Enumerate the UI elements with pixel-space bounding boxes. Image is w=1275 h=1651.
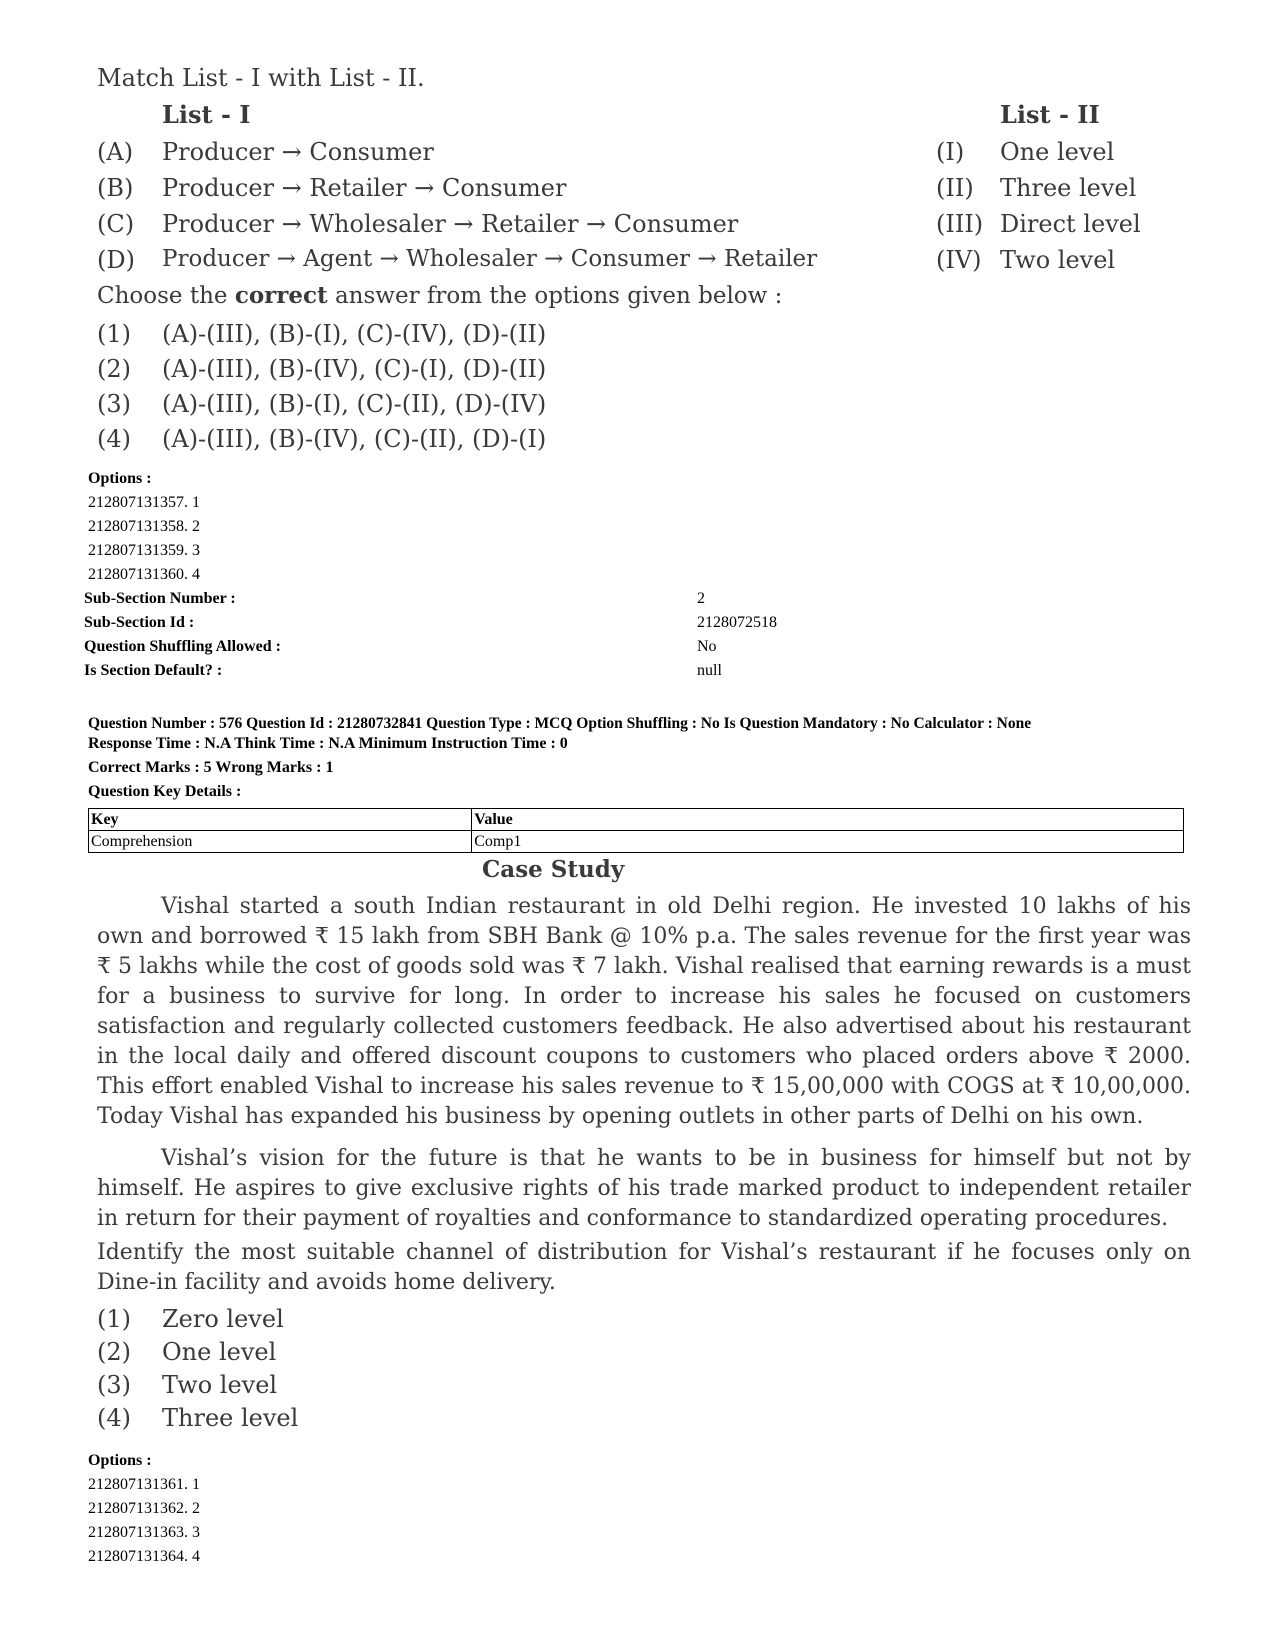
choose-bold: correct [234, 282, 328, 309]
subsection-value: 2 [697, 590, 705, 607]
choose-prefix: Choose the [97, 283, 235, 309]
q2-option-item: 212807131364. 4 [88, 1548, 200, 1565]
choice-text: One level [162, 1338, 277, 1366]
choice-number: (4) [97, 425, 131, 453]
choice-number: (3) [97, 1371, 131, 1399]
choose-suffix: answer from the options given below : [327, 283, 783, 309]
q2-meta-line2: Response Time : N.A Think Time : N.A Minimum Instruction Time : 0 [88, 735, 568, 752]
list1-header: List - I [162, 100, 251, 129]
table-cell-key: Comprehension [89, 831, 472, 853]
q1-option-item: 212807131360. 4 [88, 566, 200, 583]
choice-text: Two level [162, 1371, 278, 1399]
list2-item-text: Direct level [1000, 210, 1141, 238]
choose-instruction [97, 282, 782, 309]
q1-option-item: 212807131358. 2 [88, 518, 200, 535]
case-paragraph-2: Vishal’s vision for the future is that he wants to be in business for himself but not by himself. He aspires to give exclusive rights of his trade marked product to independent retailer in return for their payment of royalties and conformance to standardized operating procedures. [97, 1146, 1191, 1231]
choice-text: (A)-(III), (B)-(I), (C)-(IV), (D)-(II) [162, 320, 547, 348]
q1-options-label: Options : [88, 470, 152, 487]
choice-number: (1) [97, 320, 131, 348]
list1-item-text: Producer → Wholesaler → Retailer → Consumer [162, 210, 739, 238]
list2-item-label: (III) [936, 210, 984, 238]
choice-text: (A)-(III), (B)-(I), (C)-(II), (D)-(IV) [162, 390, 547, 418]
choice-number: (2) [97, 1338, 131, 1366]
case-paragraph-1: Vishal started a south Indian restaurant in old Delhi region. He invested 10 lakhs of his own and borrowed ₹ 15 lakh from SBH Bank @ 10% p.a. The sales revenue for the first year was ₹ 5 lakhs while the cost of goods sold was ₹ 7 lakh. Vishal realised that earning rewards is a must for a business to survive for long. In order to increase his sales he focused on customers satisfaction and regularly collected customers feedback. He also advertised about his restaurant in the local daily and offered discount coupons to customers who placed orders above ₹ 2000. This effort enabled Vishal to increase his sales revenue to ₹ 15,00,000 with COGS at ₹ 10,00,000. Today Vishal has expanded his business by opening outlets in other parts of Delhi on his own. [97, 894, 1191, 1129]
table-cell-value: Comp1 [472, 831, 1184, 853]
list2-item-text: One level [1000, 138, 1115, 166]
subsection-value: No [697, 638, 717, 655]
choice-text: (A)-(III), (B)-(IV), (C)-(I), (D)-(II) [162, 355, 547, 383]
q2-options-label: Options : [88, 1452, 152, 1469]
list1-item-label: (C) [97, 210, 135, 238]
table-row [89, 831, 1184, 853]
choice-text: (A)-(III), (B)-(IV), (C)-(II), (D)-(I) [162, 425, 547, 453]
list2-header: List - II [1000, 100, 1100, 129]
case-study-title: Case Study [482, 856, 625, 883]
q2-option-item: 212807131363. 3 [88, 1524, 200, 1541]
choice-number: (2) [97, 355, 131, 383]
subsection-value: 2128072518 [697, 614, 777, 631]
list1-item-text: Producer → Agent → Wholesaler → Consumer → Retailer [162, 246, 818, 272]
list1-item-text: Producer → Retailer → Consumer [162, 174, 567, 202]
q1-instruction: Match List - I with List - II. [97, 64, 425, 92]
choice-text: Three level [162, 1404, 299, 1432]
choice-number: (3) [97, 390, 131, 418]
list1-item-label: (A) [97, 138, 134, 166]
q2-meta-line1: Question Number : 576 Question Id : 21280732841 Question Type : MCQ Option Shuffling : No Is Question Mandatory : No Calculator : None [88, 715, 1032, 732]
subsection-key: Question Shuffling Allowed : [84, 638, 281, 655]
list1-item-label: (B) [97, 174, 134, 202]
q1-option-item: 212807131359. 3 [88, 542, 200, 559]
list2-item-label: (I) [936, 138, 965, 166]
choice-number: (1) [97, 1305, 131, 1333]
list2-item-label: (II) [936, 174, 974, 202]
case-question: Identify the most suitable channel of distribution for Vishal’s restaurant if he focuses only on Dine-in facility and avoids home delivery. [97, 1240, 1191, 1295]
subsection-key: Is Section Default? : [84, 662, 223, 679]
list1-item-label: (D) [97, 246, 135, 274]
q2-key-details-label: Question Key Details : [88, 783, 242, 800]
q2-marks: Correct Marks : 5 Wrong Marks : 1 [88, 759, 334, 776]
q2-option-item: 212807131362. 2 [88, 1500, 200, 1517]
table-header-key: Key [89, 809, 472, 831]
list2-item-text: Three level [1000, 174, 1137, 202]
subsection-value: null [697, 662, 722, 679]
q1-option-item: 212807131357. 1 [88, 494, 200, 511]
subsection-key: Sub-Section Id : [84, 614, 195, 631]
table-header-value: Value [472, 809, 1184, 831]
list2-item-label: (IV) [936, 246, 982, 274]
q2-option-item: 212807131361. 1 [88, 1476, 200, 1493]
choice-number: (4) [97, 1404, 131, 1432]
subsection-key: Sub-Section Number : [84, 590, 236, 607]
table-header-row [89, 809, 1184, 831]
question-key-table [88, 808, 1184, 853]
choice-text: Zero level [162, 1305, 284, 1333]
list2-item-text: Two level [1000, 246, 1116, 274]
list1-item-text: Producer → Consumer [162, 138, 434, 166]
